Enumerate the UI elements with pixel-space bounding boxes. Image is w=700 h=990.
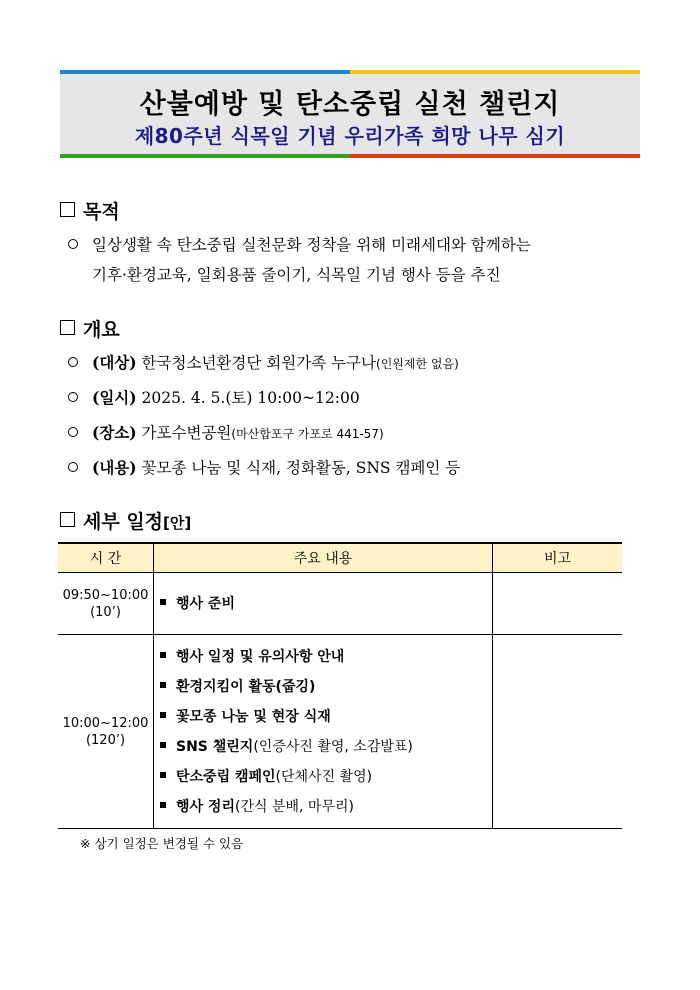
- table-row: [58, 573, 622, 635]
- section-heading-overview: [60, 315, 120, 342]
- section-heading-text: 개요: [83, 319, 120, 341]
- time-cell: [58, 635, 154, 829]
- overview-label: (대상): [92, 353, 137, 372]
- item-title: 행사 일정 및 유의사항 안내: [176, 648, 345, 665]
- title-banner: [60, 70, 640, 158]
- item-title: SNS 챌린지: [176, 738, 254, 755]
- schedule-item: [160, 792, 491, 822]
- header-content: 주요 내용: [154, 543, 493, 573]
- time-range: 09:50~10:00: [62, 587, 149, 603]
- overview-label: (내용): [92, 458, 137, 477]
- remarks-cell: [493, 635, 623, 829]
- item-title: 탄소중립 캠페인: [176, 768, 276, 785]
- square-bullet-icon: [160, 802, 166, 808]
- overview-text: 가포수변공원: [136, 424, 232, 442]
- overview-text: 한국청소년환경단 회원가족 누구나: [136, 354, 377, 372]
- square-icon: [60, 320, 75, 335]
- schedule-table: [58, 542, 622, 829]
- circle-bullet-icon: [68, 239, 78, 249]
- remarks-cell: [493, 573, 623, 635]
- schedule-item: [160, 732, 491, 762]
- square-icon: [60, 512, 75, 527]
- square-bullet-icon: [160, 599, 166, 605]
- table-header-row: [58, 543, 622, 573]
- circle-bullet-icon: [68, 427, 78, 437]
- item-title: 꽃모종 나눔 및 현장 식재: [176, 708, 331, 725]
- header-time: 시 간: [58, 543, 154, 573]
- overview-text: 꽃모종 나눔 및 식재, 정화활동, SNS 캠페인 등: [136, 459, 461, 477]
- section-heading-purpose: [60, 197, 120, 224]
- overview-label: (일시): [92, 388, 137, 407]
- square-bullet-icon: [160, 742, 166, 748]
- time-duration: (120’): [85, 732, 126, 748]
- item-detail: (간식 분배, 마무리): [234, 798, 354, 815]
- square-bullet-icon: [160, 772, 166, 778]
- item-title: 행사 준비: [176, 595, 235, 612]
- table-row: [58, 635, 622, 829]
- time-duration: (10’): [90, 604, 121, 620]
- purpose-text-2: 기후·환경교육, 일회용품 줄이기, 식목일 기념 행사 등을 추진: [92, 266, 501, 284]
- purpose-text-1: 일상생활 속 탄소중립 실천문화 정착을 위해 미래세대와 함께하는: [92, 236, 531, 254]
- circle-bullet-icon: [68, 462, 78, 472]
- item-detail: (인증사진 촬영, 소감발표): [253, 738, 413, 755]
- header-remarks: 비고: [493, 543, 623, 573]
- item-detail: (단체사진 촬영): [275, 768, 373, 785]
- item-title: 환경지킴이 활동(줍깅): [176, 678, 316, 695]
- overview-note: (마산합포구 가포로 441-57): [231, 427, 384, 441]
- schedule-item: [160, 589, 491, 619]
- main-title: 산불예방 및 탄소중립 실천 챌린지: [139, 89, 561, 120]
- bottom-bar-red: [350, 154, 640, 158]
- overview-text: 2025. 4. 5.(토) 10:00~12:00: [136, 389, 360, 407]
- circle-bullet-icon: [68, 357, 78, 367]
- bottom-bar-green: [60, 154, 350, 158]
- content-cell: [154, 573, 493, 635]
- time-range: 10:00~12:00: [62, 715, 149, 731]
- square-bullet-icon: [160, 682, 166, 688]
- schedule-item: [160, 672, 491, 702]
- item-title: 행사 정리: [176, 798, 235, 815]
- schedule-item: [160, 762, 491, 792]
- schedule-item: [160, 642, 491, 672]
- section-heading-text: 목적: [83, 201, 120, 223]
- square-bullet-icon: [160, 712, 166, 718]
- schedule-item: [160, 702, 491, 732]
- square-icon: [60, 202, 75, 217]
- overview-label: (장소): [92, 423, 137, 442]
- section-heading-schedule: [60, 507, 191, 534]
- section-heading-suffix: [안]: [163, 514, 192, 532]
- content-cell: [154, 635, 493, 829]
- circle-bullet-icon: [68, 392, 78, 402]
- sub-title: 제80주년 식목일 기념 우리가족 희망 나무 심기: [134, 124, 566, 148]
- schedule-note: ※ 상기 일정은 변경될 수 있음: [80, 836, 244, 851]
- section-heading-text: 세부 일정: [83, 511, 164, 533]
- time-cell: [58, 573, 154, 635]
- square-bullet-icon: [160, 652, 166, 658]
- overview-note: (인원제한 없음): [376, 357, 459, 371]
